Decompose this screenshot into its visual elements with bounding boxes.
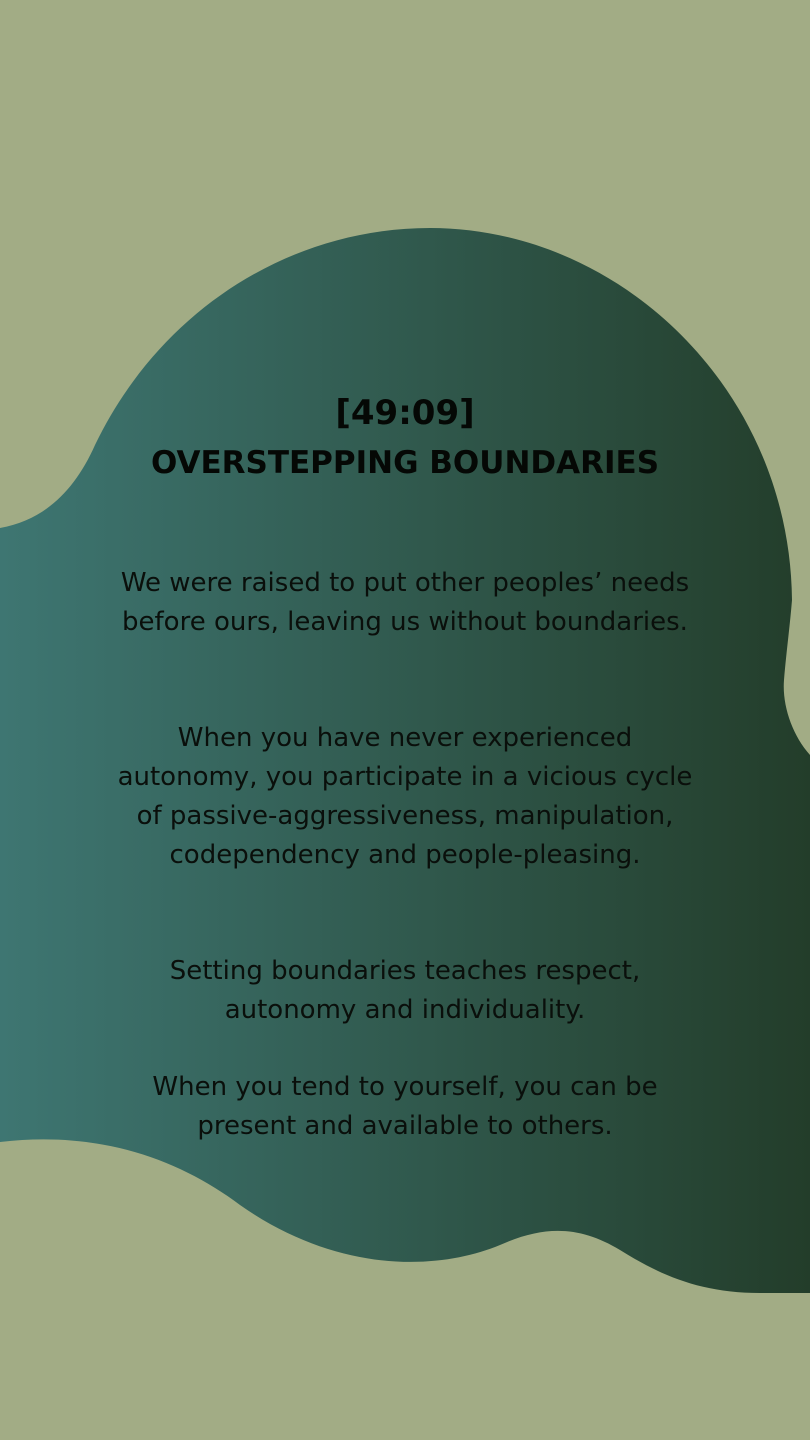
paragraph-tend-to-yourself: When you tend to yourself, you can be present and available to others. xyxy=(152,1072,658,1141)
page-title: OVERSTEPPING BOUNDARIES xyxy=(150,445,660,481)
paragraph-setting-boundaries: Setting boundaries teaches respect, autonomy and individuality. xyxy=(169,956,641,1025)
timestamp-heading: [49:09] xyxy=(335,393,475,433)
paragraph-never-experienced-autonomy: When you have never experienced autonomy, you participate in a vicious cycle of passive-aggressiveness, manipulation, codependency and people-pleasing. xyxy=(117,723,693,870)
paragraph-raised-before-ours: We were raised to put other peoples’ needs before ours, leaving us without boundaries. xyxy=(120,568,690,637)
